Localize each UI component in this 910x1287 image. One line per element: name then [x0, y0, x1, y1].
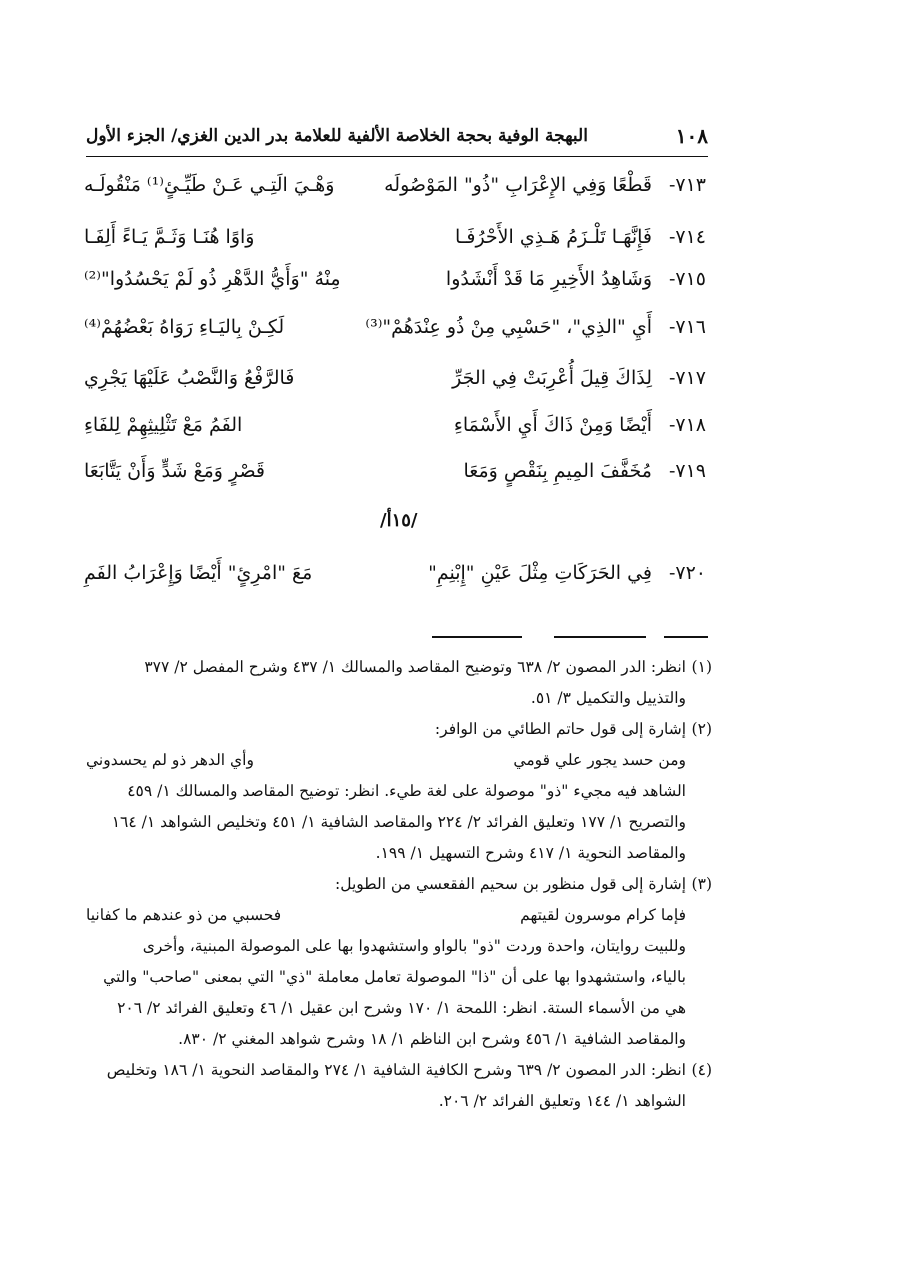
separator-rule [664, 636, 708, 638]
footnote-text: الشاهد فيه مجيء "ذو" موصولة على لغة طيء. انظر: توضيح المقاصد والمسالك ١/ ٤٥٩ [127, 782, 686, 800]
footnote-number: (١) [691, 658, 712, 676]
footnote-text: بالياء، واستشهدوا بها على أن "ذا" الموصولة تعامل معاملة "ذي" التي بمعنى "صاحب" والتي [103, 968, 686, 986]
footnote-text: إشارة إلى قول منظور بن سحيم الفقعسي من الطويل: [334, 875, 686, 893]
verse-number: ٧١٦- [668, 316, 706, 338]
verse-first-hemistich: وَشَاهِدُ الأَخِيرِ مَا قَدْ أَنْشَدُوا [445, 268, 652, 290]
verse-number: ٧١٩- [668, 460, 706, 482]
verse-number: ٧١٣- [668, 174, 706, 196]
separator-rule [432, 636, 522, 638]
verse-first-hemistich: لِذَاكَ قِيلَ أُعْرِبَتْ فِي الجَرِّ [452, 367, 652, 389]
footnote [86, 1055, 712, 1117]
verse-line [84, 410, 706, 450]
footnote-verse [86, 900, 686, 931]
verse-first-hemistich: أَيْضًا وَمِنْ ذَاكَ أَيِ الأَسْمَاءِ [453, 414, 652, 436]
footnote-verse-first: فإما كرام موسرون لقيتهم [520, 906, 686, 924]
footnote [86, 714, 712, 869]
footnote-verse-second: فحسبي من ذو عندهم ما كفانيا [86, 906, 282, 924]
verse-line [84, 363, 706, 403]
running-title: البهجة الوفية بحجة الخلاصة الألفية للعلامة بدر الدين الغزي/ الجزء الأول [86, 126, 588, 146]
verse-second-hemistich: وَاوًا هُنَـا وَثَـمَّ يَـاءً أَلِفَـا [84, 226, 255, 248]
page-number: ١٠٨ [675, 124, 708, 148]
page-header [86, 122, 708, 157]
verse-second-hemistich: مَعَ "امْرِئٍ" أَيْضًا وَإِعْرَابُ الفَمِ [84, 562, 313, 584]
footnote-text: والتذييل والتكميل ٣/ ٥١. [530, 689, 686, 707]
verse-number: ٧١٥- [668, 268, 706, 290]
footnote-text: الشواهد ١/ ١٤٤ وتعليق الفرائد ٢/ ٢٠٦. [438, 1092, 686, 1110]
verse-line [84, 558, 706, 598]
footnote-verse-first: ومن حسد يجور علي قومي [513, 751, 686, 769]
verse-number: ٧١٧- [668, 367, 706, 389]
footnote [86, 652, 712, 714]
footnote [86, 869, 712, 1055]
verse-line [84, 222, 706, 262]
verse-line [84, 312, 706, 352]
verse-second-hemistich: قَصْرٍ وَمَعْ شَدٍّ وَأَنْ يَتَّابَعَا [84, 460, 266, 482]
verse-line [84, 170, 706, 210]
verse-number: ٧١٨- [668, 414, 706, 436]
footnote-verse [86, 745, 686, 776]
separator-rule [554, 636, 646, 638]
footnote-verse-second: وأي الدهر ذو لم يحسدوني [86, 751, 254, 769]
verse-number: ٧٢٠- [668, 562, 706, 584]
verse-second-hemistich: الفَمُ مَعْ تَثْلِيثِهِمْ لِلفَاءِ [84, 414, 243, 436]
verse-second-hemistich: وَهْـيَ الَتِـي عَـنْ طَيِّـئٍ⁽¹⁾ مَنْقُولَـه [84, 174, 335, 196]
verse-first-hemistich: مُخَفَّفَ المِيمِ بِنَقْصٍ وَمَعَا [463, 460, 652, 482]
footnote-number: (٣) [691, 875, 712, 893]
footnote-text: وللبيت روايتان، واحدة وردت "ذو" بالواو واستشهدوا بها على الموصولة المبنية، وأخرى [142, 937, 686, 955]
footnote-separator [308, 636, 708, 638]
verse-line [84, 264, 706, 304]
footnote-text: هي من الأسماء الستة. انظر: اللمحة ١/ ١٧٠ وشرح ابن عقيل ١/ ٤٦ وتعليق الفرائد ٢/ ٢٠٦ [117, 999, 686, 1017]
verse-first-hemistich: فِي الحَرَكَاتِ مِثْلَ عَيْنِ "إِبْنِمِ" [428, 562, 652, 584]
footnote-text: انظر: الدر المصون ٢/ ٦٣٩ وشرح الكافية الشافية ١/ ٢٧٤ والمقاصد النحوية ١/ ١٨٦ وتخليص [106, 1061, 686, 1079]
footnote-text: انظر: الدر المصون ٢/ ٦٣٨ وتوضيح المقاصد والمسالك ١/ ٤٣٧ وشرح المفصل ٢/ ٣٧٧ [144, 658, 686, 676]
footnote-number: (٢) [691, 720, 712, 738]
verse-first-hemistich: قَطْعًا وَفِي الإِعْرَابِ "ذُو" المَوْصُولَه [384, 174, 652, 196]
verse-second-hemistich: لَكِـنْ بِاليَـاءِ رَوَاهُ بَعْضُهُمْ⁽⁴⁾ [84, 316, 285, 338]
verse-number: ٧١٤- [668, 226, 706, 248]
footnote-text: إشارة إلى قول حاتم الطائي من الوافر: [434, 720, 686, 738]
verse-first-hemistich: أَيِ "الذِي"، "حَسْبِي مِنْ ذُو عِنْدَهُمْ"⁽³⁾ [365, 316, 652, 338]
verse-line [84, 456, 706, 496]
folio-marker: /١٥أ/ [380, 510, 418, 531]
verse-second-hemistich: مِنْهُ "وَأَيُّ الدَّهْرِ ذُو لَمْ يَحْسُدُوا"⁽²⁾ [84, 268, 341, 290]
verse-second-hemistich: فَالرَّفْعُ وَالنَّصْبُ عَلَيْهَا يَجْرِي [84, 367, 295, 389]
footnote-text: والمقاصد النحوية ١/ ٤١٧ وشرح التسهيل ١/ ١٩٩. [375, 844, 686, 862]
footnote-number: (٤) [691, 1061, 712, 1079]
footnotes [86, 652, 712, 1117]
verse-first-hemistich: فَإِنَّهَـا تَلْـزَمُ هَـذِي الأَحْرُفَـا [455, 226, 652, 248]
footnote-text: والمقاصد الشافية ١/ ٤٥٦ وشرح ابن الناظم ١/ ١٨ وشرح شواهد المغني ٢/ ٨٣٠. [178, 1030, 686, 1048]
footnote-text: والتصريح ١/ ١٧٧ وتعليق الفرائد ٢/ ٢٢٤ والمقاصد الشافية ١/ ٤٥١ وتخليص الشواهد ١/ ١٦٤ [111, 813, 686, 831]
